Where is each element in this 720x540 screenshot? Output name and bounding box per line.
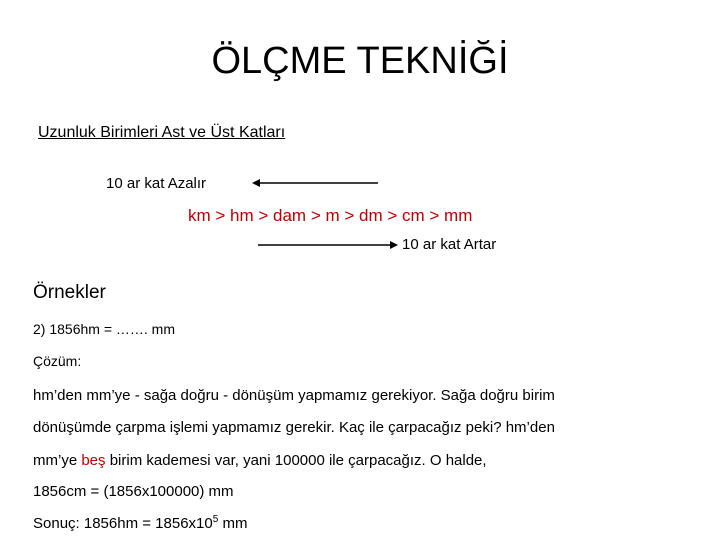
result-line: [33, 514, 247, 532]
result-exponent: 5: [212, 514, 219, 525]
section-subtitle: Uzunluk Birimleri Ast ve Üst Katları: [38, 124, 286, 141]
result-unit: mm: [218, 515, 248, 532]
result-text: Sonuç: 1856hm = 1856x10: [33, 515, 213, 532]
left-arrow-icon: [252, 176, 380, 190]
examples-heading: Örnekler: [33, 282, 106, 303]
explanation-line-3-start: mm’ye: [33, 452, 82, 469]
explanation-line-3: [33, 452, 487, 469]
increase-label: 10 ar kat Artar: [402, 236, 497, 253]
decrease-label: 10 ar kat Azalır: [106, 175, 207, 192]
explanation-line-1: hm’den mm’ye - sağa doğru - dönüşüm yapmamız gerekiyor. Sağa doğru birim: [33, 387, 555, 404]
explanation-line-2: dönüşümde çarpma işlemi yapmamız gerekir. Kaç ile çarpacağız peki? hm’den: [33, 419, 555, 436]
units-chain: km > hm > dam > m > dm > cm > mm: [188, 206, 473, 225]
explanation-line-3-end: birim kademesi var, yani 100000 ile çarpacağız. O halde,: [105, 452, 487, 469]
solution-label: Çözüm:: [33, 353, 82, 369]
highlight-word: beş: [81, 452, 106, 469]
right-arrow-icon: [258, 238, 398, 252]
page-title: ÖLÇME TEKNİĞİ: [211, 40, 509, 82]
explanation-line-4: 1856cm = (1856x100000) mm: [33, 483, 234, 500]
question-text: 2) 1856hm = ……. mm: [33, 321, 175, 337]
